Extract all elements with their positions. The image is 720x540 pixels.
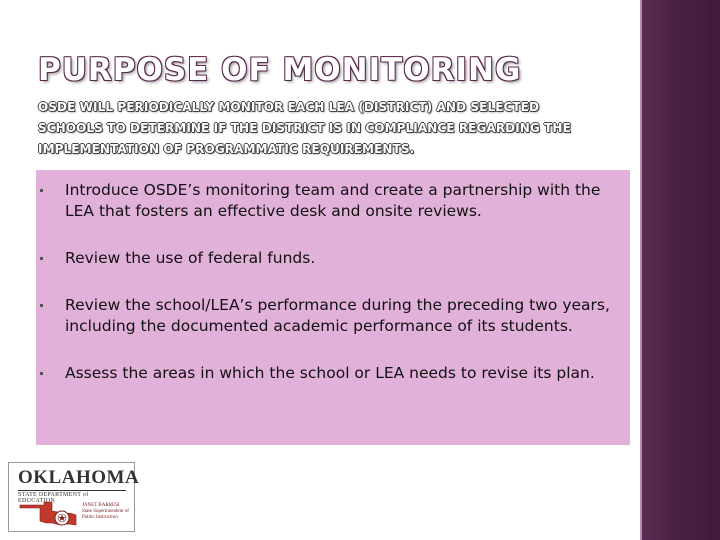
bullet-text: Review the school/LEA’s performance during the preceding two years, including the documented academic performance of its students.: [65, 296, 610, 335]
bullet-text: Introduce OSDE’s monitoring team and create a partnership with the LEA that fosters an effective desk and onsite reviews.: [65, 181, 601, 220]
logo-signature: JANET BARRESI State Superintendent of Public Instruction: [82, 503, 129, 520]
content-box: [36, 170, 630, 445]
logo-department: STATE DEPARTMENT of EDUCATION: [18, 490, 126, 504]
bullet-item: [36, 180, 614, 222]
bullet-list: [36, 170, 630, 384]
oklahoma-state-shape-icon: [18, 501, 78, 527]
osde-logo: [8, 462, 140, 532]
bullet-icon: [36, 363, 46, 384]
slide-subtitle: OSDE WILL PERIODICALLY MONITOR EACH LEA (DISTRICT) AND SELECTED SCHOOLS TO DETERMINE IF THE DISTRICT IS IN COMPLIANCE REGARDING THE IMPLEMENTATION OF PROGRAMMATIC REQUIREMENTS.: [38, 100, 571, 156]
slide-title: PURPOSE OF MONITORING: [38, 52, 522, 88]
decorative-sidebar: [642, 0, 720, 540]
bullet-icon: [36, 295, 46, 316]
bullet-text: Assess the areas in which the school or LEA needs to revise its plan.: [65, 364, 595, 382]
bullet-icon: [36, 248, 46, 269]
bullet-item: [36, 363, 614, 384]
logo-name: OKLAHOMA: [18, 467, 140, 488]
bullet-item: [36, 248, 614, 269]
bullet-icon: [36, 180, 46, 201]
bullet-text: Review the use of federal funds.: [65, 249, 316, 267]
bullet-item: [36, 295, 614, 337]
